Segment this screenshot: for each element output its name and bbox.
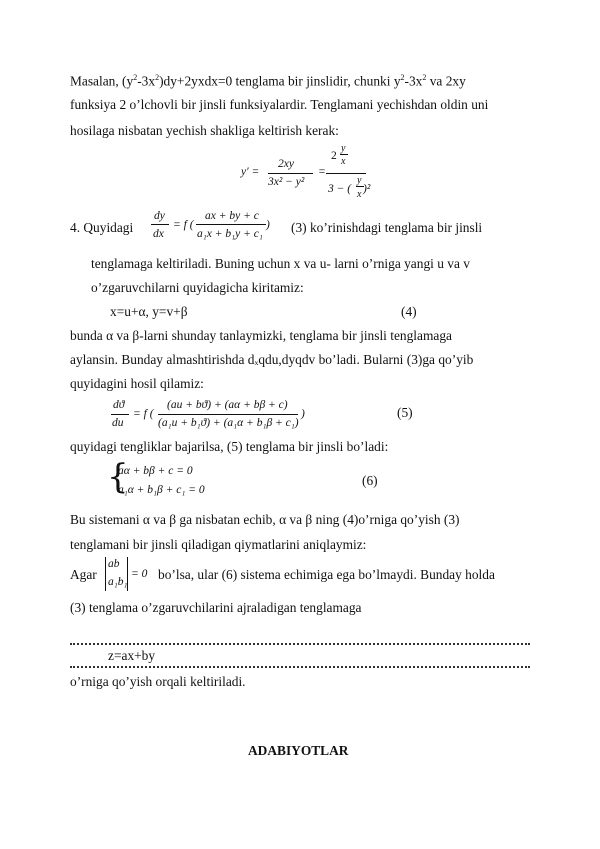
text-line: o’zgaruvchilarni quyidagicha kiritamiz: [91,280,304,295]
text-line: Bu sistemani α va β ga nisbatan echib, α va β ning (4)o’rniga qo’yish (3) [70,512,460,527]
item-4-label: 4. Quyidagi [70,220,134,235]
text-line: quyidagi tengliklar bajarilsa, (5) tenglama bir jinsli bo’ladi: [70,439,389,454]
equation-number: (5) [397,405,413,420]
text-line: o’rniga qo’yish orqali keltiriladi. [70,674,246,689]
text-line: aylansin. Bunday almashtirishda dₓqdu,dyqdv bo’ladi. Bularni (3)ga qo’yib [70,352,474,367]
text-line: (3) ko’rinishdagi tenglama bir jinsli [291,220,483,235]
text-line: (3) tenglama o’zgaruvchilarini ajraladigan tenglamaga [70,600,362,615]
text-line: bo’lsa, ular (6) sistema echimiga ega bo’lmaydi. Bunday holda [158,567,495,582]
equation-number: (4) [401,304,417,319]
dotted-separator [70,666,530,668]
dotted-separator [70,643,530,645]
text-line: hosilaga nisbatan yechish shakliga keltirish kerak: [70,123,339,138]
substitution: x=u+α, y=v+β [110,304,188,319]
text-line: Masalan, $(y^2-3x^2)dy+2yxdx=0$ tenglama bir jinslidir, chunki $y^2-3x^2$ va 2xy [70,73,466,89]
text-line: quyidagini hosil qilamiz: [70,376,204,391]
text-line: Agar [70,567,97,582]
text-line: tenglamaga keltiriladi. Buning uchun x va u- larni o’rniga yangi u va v [91,256,470,271]
text-line: tenglamani bir jinsli qiladigan qiymatlarini aniqlaymiz: [70,537,367,552]
text-line: bunda α va β-larni shunday tanlaymizki, tenglama bir jinsli tenglamaga [70,328,452,343]
equation-number: (6) [362,473,378,488]
section-title: ADABIYOTLAR [248,743,349,758]
text-line: funksiya 2 o’lchovli bir jinsli funksiyalardir. Tenglamani yechishdan oldin uni [70,97,489,112]
z-substitution: z=ax+by [108,648,156,663]
